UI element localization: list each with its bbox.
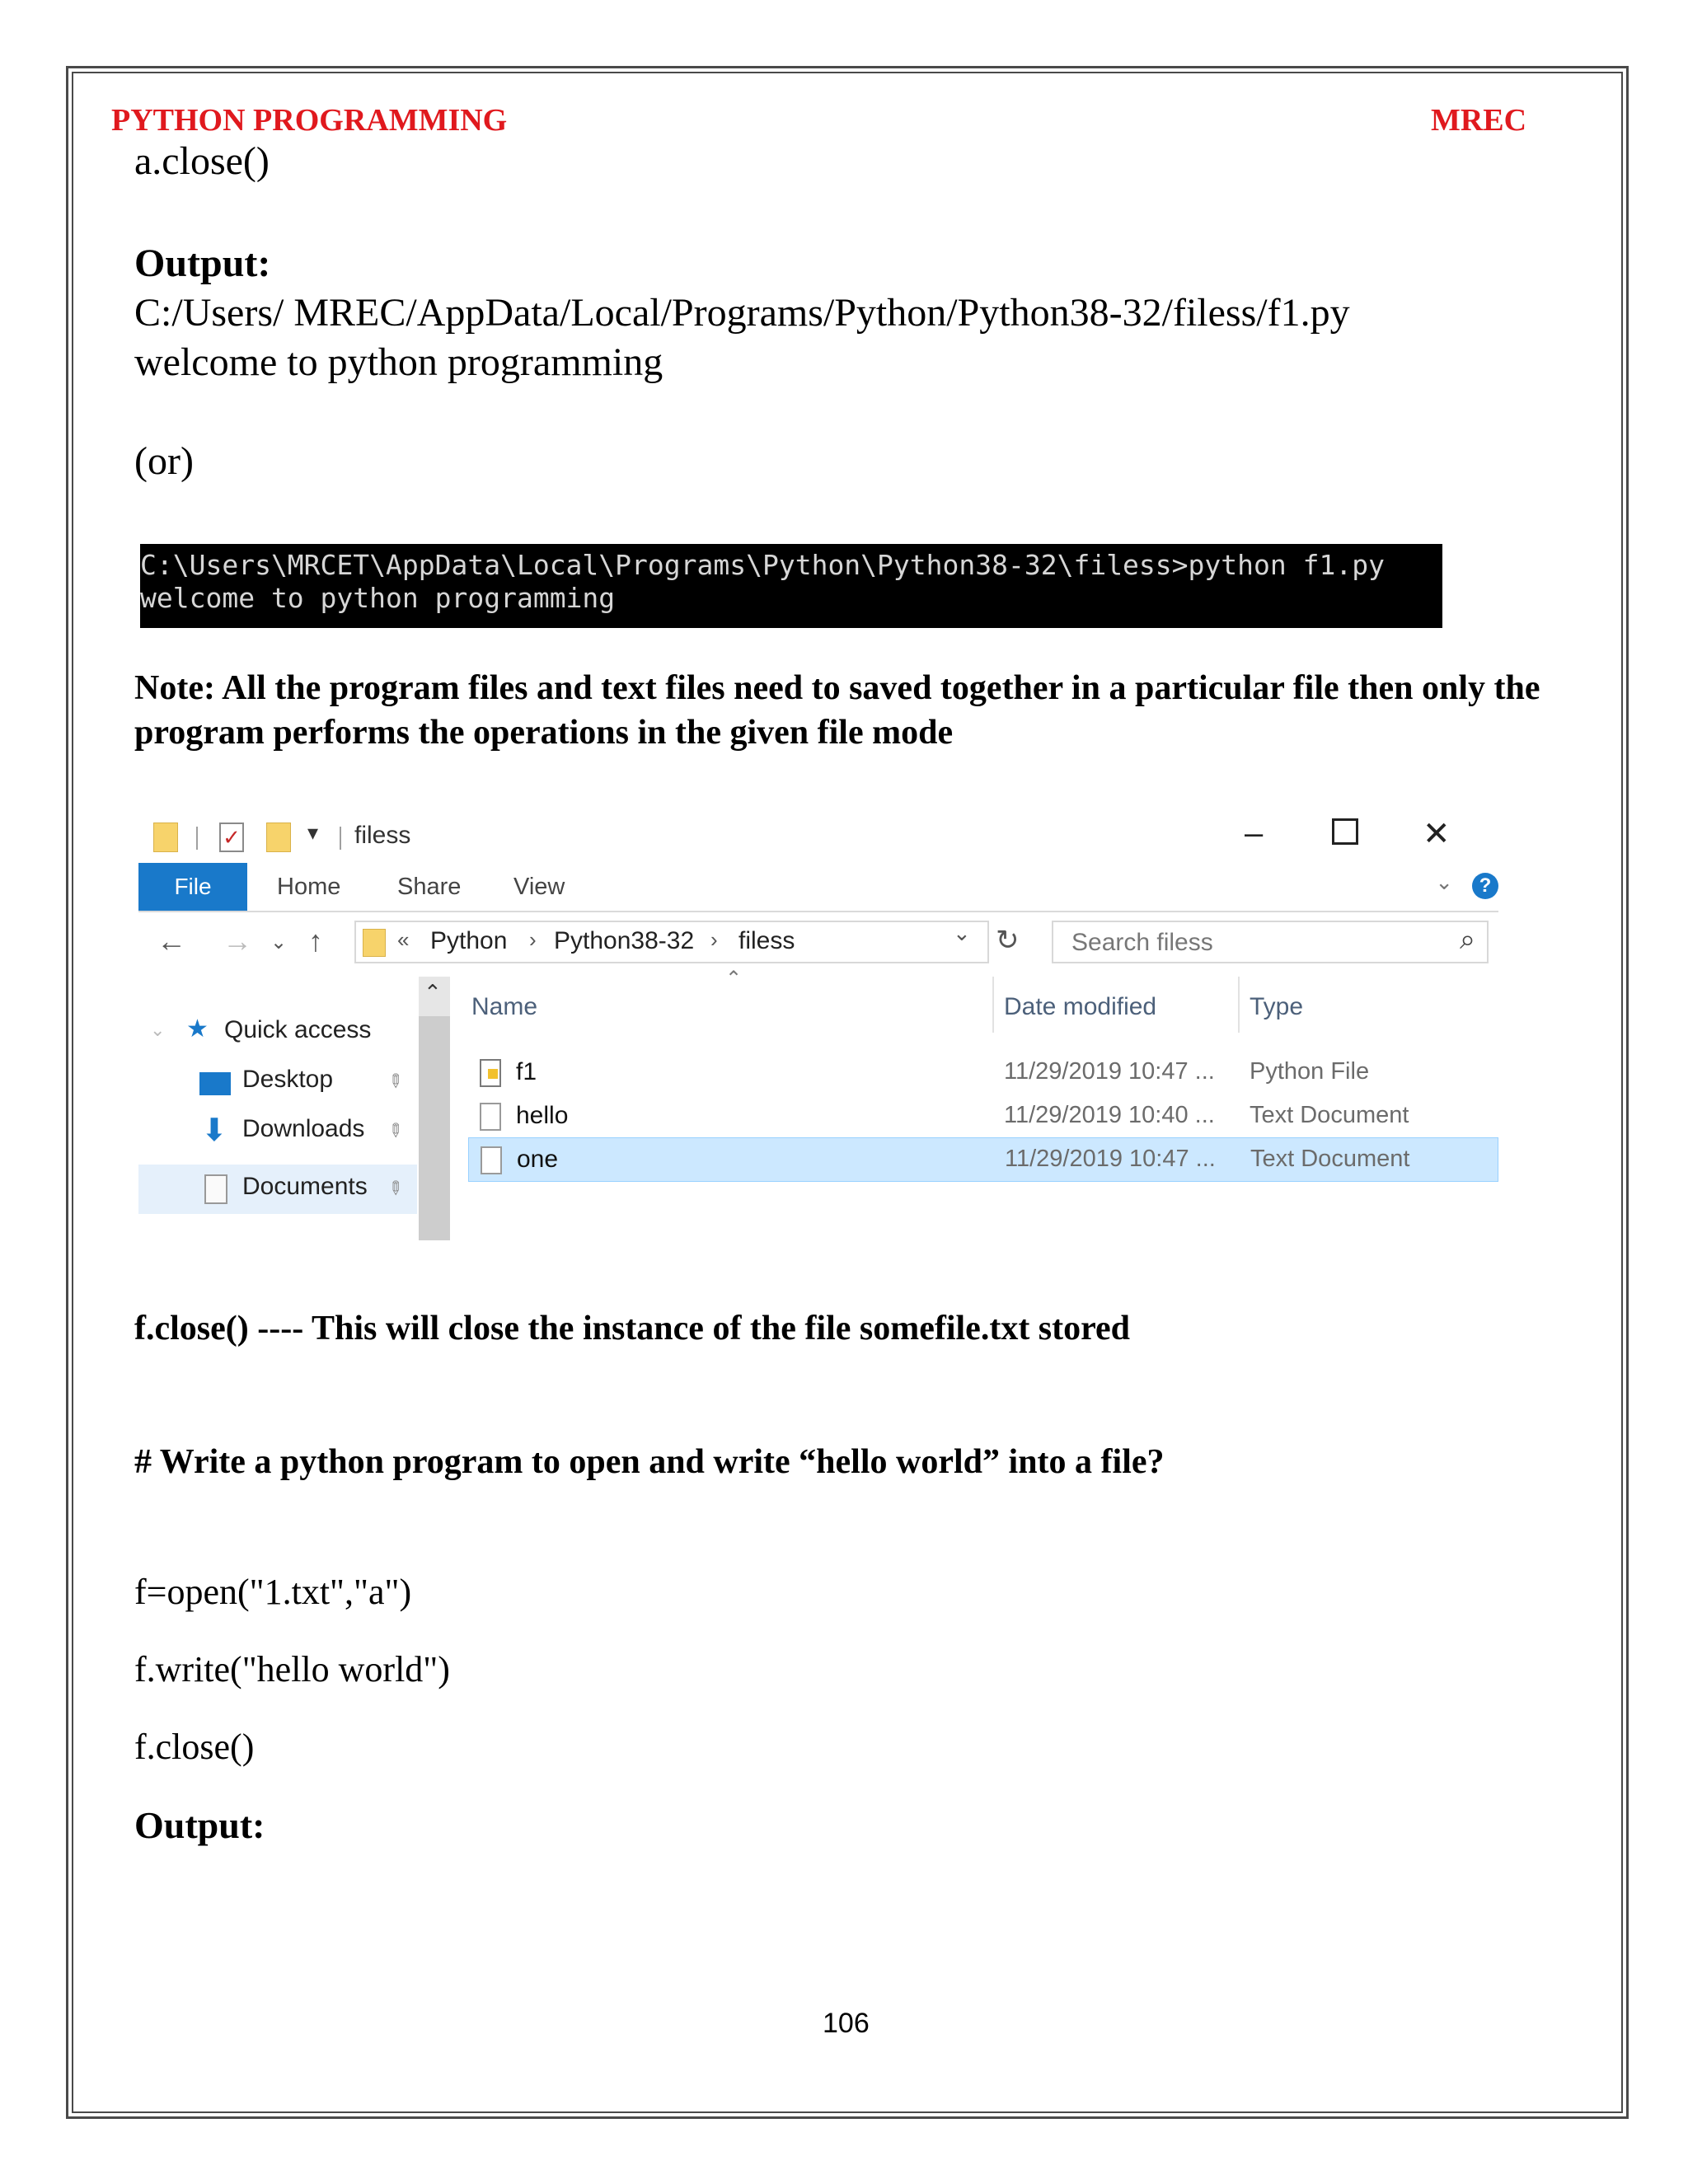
file-name: hello: [516, 1102, 569, 1129]
file-explorer-screenshot: [138, 812, 1498, 1240]
page-number: 106: [823, 2008, 870, 2039]
output-heading: Output:: [134, 241, 271, 285]
folder-icon: [363, 929, 386, 957]
pin-icon[interactable]: ✎: [382, 1118, 408, 1144]
code-line: f.write("hello world"): [134, 1649, 450, 1690]
text-file-icon: [480, 1103, 501, 1131]
file-date: 11/29/2019 10:40 ...: [1004, 1102, 1215, 1128]
folder-icon: [153, 823, 178, 852]
new-folder-icon[interactable]: [266, 823, 291, 852]
console-line-command: C:\Users\MRCET\AppData\Local\Programs\Python\Python38-32\filess>python f1.py: [140, 549, 1385, 581]
column-divider[interactable]: [1238, 977, 1240, 1033]
address-bar-row: [138, 917, 1498, 968]
code-line: f.close(): [134, 1727, 255, 1767]
quick-access-star-icon: ★: [186, 1015, 209, 1043]
breadcrumb-python38[interactable]: Python38-32: [554, 927, 695, 954]
file-date: 11/29/2019 10:47 ...: [1005, 1146, 1216, 1172]
file-type: Python File: [1250, 1058, 1370, 1085]
or-label: (or): [134, 439, 194, 483]
search-icon: ⌕: [1459, 924, 1475, 955]
up-arrow-icon[interactable]: ↑: [308, 924, 323, 958]
downloads-arrow-icon: ⬇: [201, 1113, 227, 1148]
python-file-icon: [480, 1059, 501, 1087]
note-paragraph: Note: All the program files and text files need to saved together in a particular file then only the program performs the operations in the given file mode: [134, 669, 1540, 752]
console-screenshot: [140, 544, 1442, 628]
tab-file[interactable]: File: [138, 863, 247, 911]
tab-share[interactable]: Share: [397, 874, 462, 900]
file-row-selected[interactable]: [468, 1137, 1498, 1182]
file-row[interactable]: [468, 1051, 1498, 1095]
breadcrumb-python[interactable]: Python: [430, 927, 508, 954]
toolbar-separator: [196, 827, 198, 850]
address-dropdown-icon[interactable]: ⌄: [953, 921, 971, 945]
nav-documents[interactable]: Documents: [242, 1173, 368, 1200]
column-header-name[interactable]: Name: [471, 993, 538, 1020]
file-row[interactable]: [468, 1094, 1498, 1139]
code-line-close: a.close(): [134, 139, 270, 183]
expand-chevron-icon[interactable]: ⌄: [150, 1019, 166, 1040]
column-divider[interactable]: [992, 977, 994, 1033]
output-text: welcome to python programming: [134, 340, 663, 384]
code-line: f=open("1.txt","a"): [134, 1572, 412, 1612]
help-icon[interactable]: ?: [1472, 873, 1498, 899]
toolbar-separator: [340, 827, 341, 850]
forward-arrow-icon[interactable]: →: [223, 924, 252, 958]
output-path: C:/Users/ MREC/AppData/Local/Programs/Python/Python38-32/filess/f1.py: [134, 291, 1350, 335]
file-type: Text Document: [1250, 1102, 1409, 1128]
file-type: Text Document: [1250, 1146, 1410, 1172]
pin-icon[interactable]: ✎: [382, 1175, 408, 1202]
search-box[interactable]: [1052, 921, 1489, 963]
console-line-output: welcome to python programming: [140, 582, 616, 614]
breadcrumb-filess[interactable]: filess: [738, 927, 795, 954]
refresh-icon[interactable]: ↻: [996, 925, 1020, 956]
properties-icon[interactable]: ✓: [219, 823, 244, 852]
recent-locations-icon[interactable]: ⌄: [270, 931, 288, 954]
file-name: one: [517, 1146, 559, 1173]
nav-scrollbar-thumb[interactable]: [419, 1016, 450, 1240]
nav-quick-access[interactable]: Quick access: [224, 1016, 372, 1043]
chevron-right-icon: ›: [529, 927, 537, 952]
file-list: [468, 968, 1498, 1240]
nav-desktop[interactable]: Desktop: [242, 1066, 334, 1093]
header-title: PYTHON PROGRAMMING: [111, 103, 508, 138]
file-date: 11/29/2019 10:47 ...: [1004, 1058, 1215, 1085]
scroll-up-icon[interactable]: ⌃: [424, 980, 442, 1005]
address-bar[interactable]: [354, 921, 989, 963]
breadcrumb-overflow-icon[interactable]: «: [397, 927, 410, 952]
window-title: filess: [354, 822, 411, 849]
tab-home[interactable]: Home: [277, 874, 341, 900]
text-file-icon: [481, 1146, 502, 1174]
ribbon-expand-icon[interactable]: ⌄: [1435, 869, 1453, 894]
sort-ascending-icon: ⌃: [725, 968, 743, 990]
chevron-right-icon: ›: [710, 927, 718, 952]
back-arrow-icon[interactable]: ←: [157, 924, 186, 958]
minimize-icon[interactable]: –: [1245, 815, 1264, 851]
explorer-titlebar: [138, 812, 1498, 861]
column-header-date[interactable]: Date modified: [1004, 993, 1157, 1020]
column-header-type[interactable]: Type: [1250, 993, 1304, 1020]
navigation-pane: [138, 977, 452, 1240]
pin-icon[interactable]: ✎: [382, 1068, 408, 1094]
fclose-note: f.close() ---- This will close the instance of the file somefile.txt stored: [134, 1310, 1131, 1347]
ribbon-tabs: [138, 863, 1498, 912]
tab-view[interactable]: View: [513, 874, 565, 900]
file-name: f1: [516, 1058, 537, 1085]
maximize-icon[interactable]: [1332, 818, 1358, 845]
desktop-icon: [199, 1072, 231, 1095]
header-mrec: MREC: [1431, 103, 1527, 138]
output-heading-2: Output:: [134, 1804, 265, 1846]
documents-icon: [204, 1174, 227, 1204]
close-icon[interactable]: ✕: [1423, 816, 1451, 852]
exercise-heading: # Write a python program to open and write “hello world” into a file?: [134, 1443, 1165, 1481]
nav-downloads[interactable]: Downloads: [242, 1115, 365, 1142]
customize-toolbar-icon[interactable]: ▾: [307, 820, 319, 845]
search-placeholder: Search filess: [1071, 929, 1213, 956]
